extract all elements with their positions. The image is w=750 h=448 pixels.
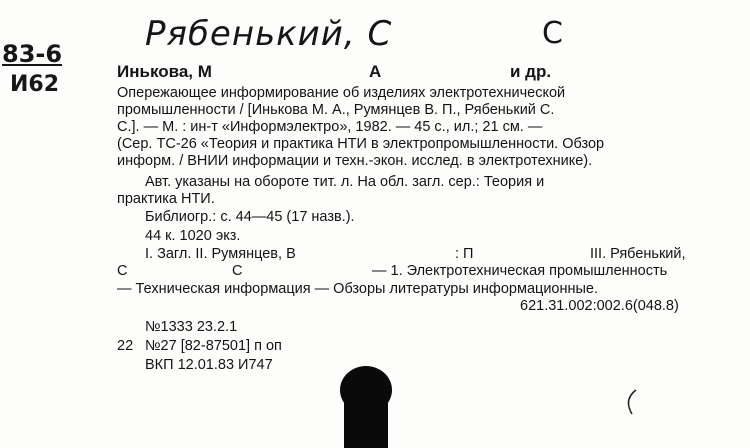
title-line: (Сер. ТС-26 «Теория и практика НТИ в электропромышленности. Обзор [117, 136, 605, 152]
title-line: промышленности / [Инькова М. А., Румянцев В. П., Рябенький С. [117, 102, 555, 118]
note-line: Авт. указаны на обороте тит. л. На обл. загл. сер.: Теория и [145, 174, 545, 190]
scribble-mark [622, 388, 642, 418]
title-line: С.]. — М. : ин-т «Информэлектро», 1982. — 45 с., ил.; 21 см. — [117, 119, 543, 135]
tracing-line-2-rest: — 1. Электротехническая промышленность [372, 263, 668, 279]
tracing-line-2-c1: С [117, 263, 128, 279]
num-22: 22 [117, 338, 134, 354]
tracing-line-2-c2: С [232, 263, 243, 279]
handwritten-letter-c: С [542, 16, 563, 51]
author-surname: Инькова, М [117, 62, 212, 81]
tracing-line-3: — Техническая информация — Обзоры литературы информационные. [117, 281, 599, 297]
vkp-line: ВКП 12.01.83 И747 [145, 357, 273, 373]
copies: 44 к. 1020 экз. [145, 228, 241, 244]
tracing-line-1-mid: : П [455, 246, 474, 262]
udc-index: 621.31.002:002.6(048.8) [520, 298, 679, 314]
punch-hole [336, 360, 396, 448]
title-line: Опережающее информирование об изделиях электротехнической [117, 85, 566, 101]
handwritten-name: Рябенький, С [145, 14, 393, 54]
tracing-line-1-right: III. Рябенький, [590, 246, 686, 262]
author-initial-2: А [369, 62, 382, 81]
order-line: №27 [82-87501] п оп [145, 338, 282, 354]
handwritten-shelf-code-2: И62 [10, 72, 60, 97]
et-al: и др. [510, 62, 552, 81]
number-line: №1333 23.2.1 [145, 319, 238, 335]
tracing-line-1-left: I. Загл. II. Румянцев, В [145, 246, 296, 262]
bibliography: Библиогр.: с. 44—45 (17 назв.). [145, 209, 355, 225]
note-line: практика НТИ. [117, 191, 215, 207]
handwritten-shelf-code: 83-6 [2, 40, 63, 68]
title-line: информ. / ВНИИ информации и техн.-экон. исслед. в электротехнике). [117, 153, 593, 169]
